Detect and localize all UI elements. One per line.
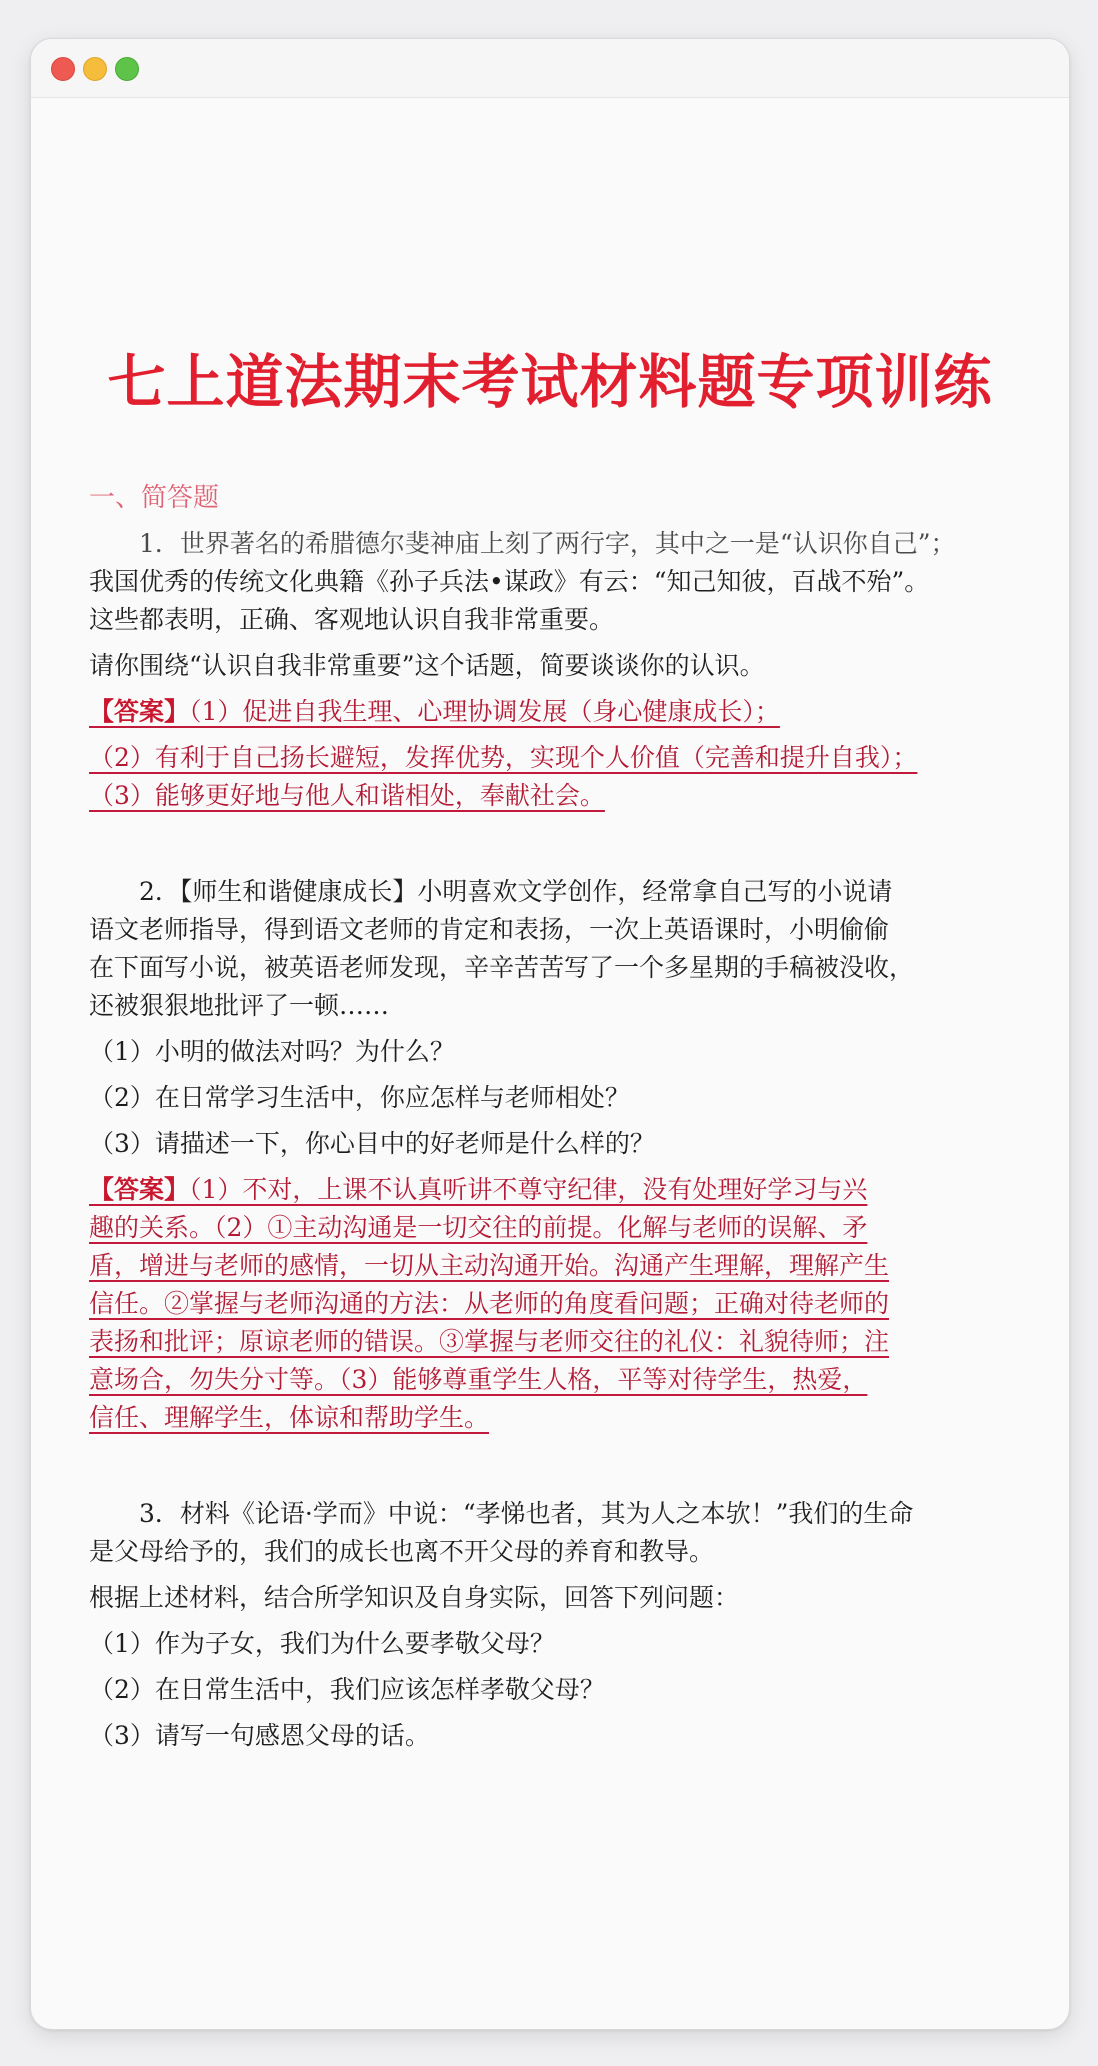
question-2-line: 还被狠狠地批评了一顿…… — [89, 991, 390, 1020]
window-titlebar — [31, 39, 1069, 98]
question-2-answer-line: 意场合，勿失分寸等。（3）能够尊重学生人格，平等对待学生，热爱， — [89, 1365, 868, 1394]
question-1-prompt: 请你围绕“认识自我非常重要”这个话题，简要谈谈你的认识。 — [89, 651, 765, 680]
question-1-answer-line: （3）能够更好地与他人和谐相处，奉献社会。 — [89, 781, 605, 810]
question-1-line: 这些都表明，正确、客观地认识自我非常重要。 — [89, 605, 615, 634]
question-3-sub: （1）作为子女，我们为什么要孝敬父母？ — [89, 1629, 555, 1658]
zoom-window-button[interactable] — [115, 57, 139, 81]
question-2-line: 在下面写小说，被英语老师发现，辛辛苦苦写了一个多星期的手稿被没收， — [89, 953, 915, 982]
question-2 — [89, 873, 1049, 1437]
question-2-sub: （2）在日常学习生活中，你应怎样与老师相处？ — [89, 1083, 630, 1112]
question-2-line: 2．【师生和谐健康成长】小明喜欢文学创作，经常拿自己写的小说请 — [139, 877, 893, 906]
question-3-line: 是父母给予的，我们的成长也离不开父母的养育和教导。 — [89, 1537, 715, 1566]
question-1-answer-line: （2）有利于自己扬长避短，发挥优势，实现个人价值（完善和提升自我）； — [89, 743, 918, 772]
question-2-answer-line — [89, 1171, 1049, 1209]
question-3 — [89, 1495, 1049, 1755]
section-heading: 一、简答题 — [89, 483, 220, 513]
document-window — [30, 38, 1070, 2030]
document-content — [89, 479, 1049, 1755]
question-2-sub: （1）小明的做法对吗？为什么？ — [89, 1037, 455, 1066]
question-3-prompt: 根据上述材料，结合所学知识及自身实际，回答下列问题： — [89, 1583, 740, 1612]
question-2-answer-line: 趣的关系。（2）①主动沟通是一切交往的前提。化解与老师的误解、矛 — [89, 1213, 868, 1242]
question-1-line: 我国优秀的传统文化典籍《孙子兵法•谋政》有云：“知己知彼，百战不殆”。 — [89, 567, 930, 596]
answer-text: （1）不对，上课不认真听讲不尊守纪律，没有处理好学习与兴 — [189, 1175, 868, 1204]
question-2-answer-line: 信任、理解学生，体谅和帮助学生。 — [89, 1403, 490, 1432]
question-3-sub: （3）请写一句感恩父母的话。 — [89, 1721, 430, 1750]
minimize-window-button[interactable] — [83, 57, 107, 81]
question-1 — [89, 525, 1049, 815]
question-2-answer-line: 表扬和批评；原谅老师的错误。③掌握与老师交往的礼仪：礼貌待师；注 — [89, 1327, 890, 1356]
answer-label: 【答案】 — [89, 697, 190, 726]
question-2-line: 语文老师指导，得到语文老师的肯定和表扬，一次上英语课时，小明偷偷 — [89, 915, 890, 944]
question-1-answer-line — [89, 693, 1049, 731]
question-3-sub: （2）在日常生活中，我们应该怎样孝敬父母？ — [89, 1675, 605, 1704]
close-window-button[interactable] — [51, 57, 75, 81]
answer-label: 【答案】 — [89, 1175, 190, 1204]
question-2-sub: （3）请描述一下，你心目中的好老师是什么样的？ — [89, 1129, 655, 1158]
answer-text: （1）促进自我生理、心理协调发展（身心健康成长）； — [189, 697, 780, 726]
question-1-line: 1．世界著名的希腊德尔斐神庙上刻了两行字，其中之一是“认识你自己”； — [139, 529, 956, 558]
question-2-answer-line: 盾，增进与老师的感情，一切从主动沟通开始。沟通产生理解，理解产生 — [89, 1251, 890, 1280]
question-2-answer-line: 信任。②掌握与老师沟通的方法：从老师的角度看问题；正确对待老师的 — [89, 1289, 890, 1318]
page-title: 七上道法期末考试材料题专项训练 — [107, 348, 993, 416]
question-3-line: 3．材料《论语·学而》中说：“孝悌也者，其为人之本欤！”我们的生命 — [139, 1499, 914, 1528]
